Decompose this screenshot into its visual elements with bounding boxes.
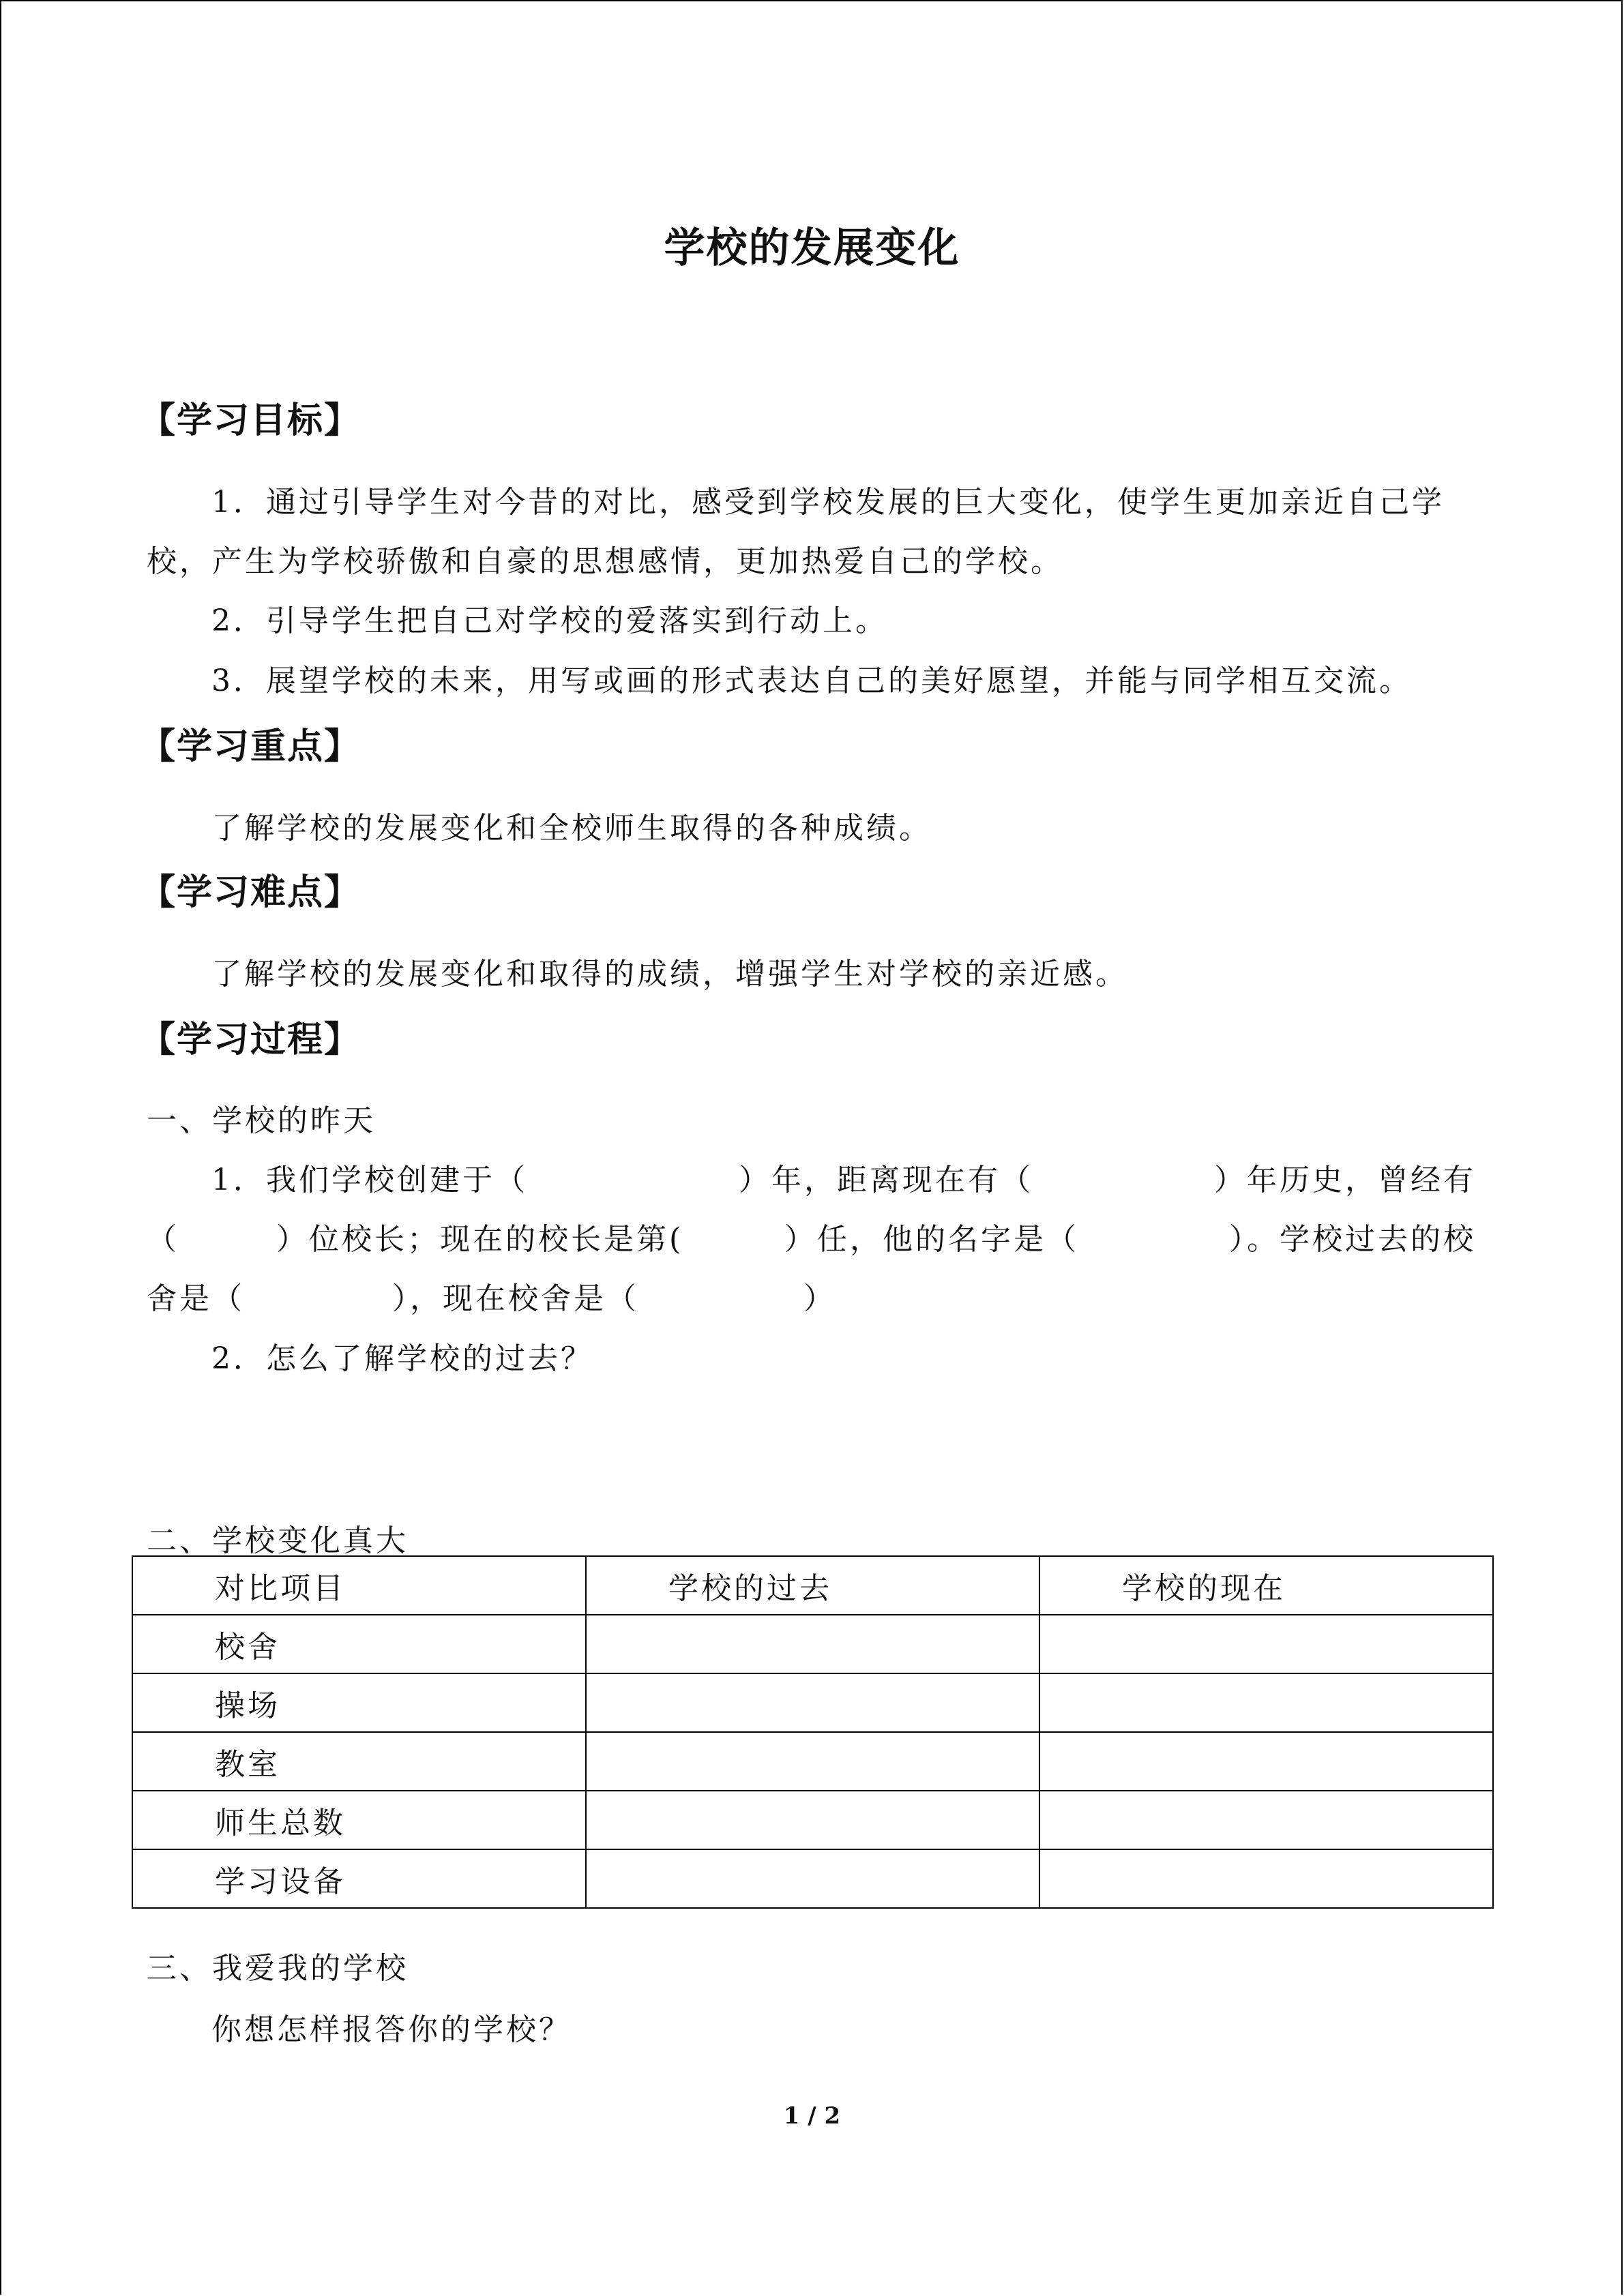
goal-item-1-line-1: 1．通过引导学生对今昔的对比，感受到学校发展的巨大变化，使学生更加亲近自己学: [211, 485, 1445, 520]
table-row-label: 校舍: [132, 1615, 586, 1673]
q1-line2-part-d: ）。学校过去的校: [1229, 1222, 1476, 1257]
table-cell-past[interactable]: [586, 1732, 1039, 1791]
table-row: [132, 1673, 1493, 1732]
table-header-cell: 学校的过去: [586, 1556, 1039, 1615]
table-row-label: 学习设备: [132, 1849, 586, 1908]
table-cell-past[interactable]: [586, 1849, 1039, 1908]
table-cell-present[interactable]: [1039, 1615, 1493, 1673]
q1-line2-part-a: （: [147, 1222, 179, 1257]
q1-line2-part-c: ）任，他的名字是（: [784, 1222, 1079, 1257]
table-cell-present[interactable]: [1039, 1849, 1493, 1908]
section-3-title: 三、我爱我的学校: [147, 1951, 409, 1986]
difficulties-text: 了解学校的发展变化和取得的成绩，增强学生对学校的亲近感。: [211, 957, 1128, 992]
goal-item-3: 3．展望学校的未来，用写或画的形式表达自己的美好愿望，并能与同学相互交流。: [211, 664, 1412, 698]
table-row: [132, 1791, 1493, 1849]
q1-line3-part-b: ），现在校舍是（: [392, 1281, 639, 1316]
heading-key-points: 【学习重点】: [140, 726, 361, 767]
q2-text: 2．怎么了解学校的过去？: [211, 1341, 593, 1376]
page-number: 1 / 2: [783, 2102, 841, 2130]
table-cell-past[interactable]: [586, 1791, 1039, 1849]
page-title: 学校的发展变化: [664, 224, 960, 272]
q1-line1-part-c: ）年历史，曾经有: [1214, 1163, 1476, 1197]
table-header-cell: 对比项目: [132, 1556, 586, 1615]
table-row-label: 操场: [132, 1673, 586, 1732]
table-row: [132, 1615, 1493, 1673]
table-cell-past[interactable]: [586, 1615, 1039, 1673]
section-3-question: 你想怎样报答你的学校？: [211, 2012, 572, 2047]
table-row-label: 师生总数: [132, 1791, 586, 1849]
goal-item-1-line-2: 校，产生为学校骄傲和自豪的思想感情，更加热爱自己的学校。: [147, 544, 1063, 579]
heading-process: 【学习过程】: [140, 1019, 361, 1060]
table-cell-past[interactable]: [586, 1673, 1039, 1732]
heading-difficulties: 【学习难点】: [140, 871, 361, 913]
table-header-row: [132, 1556, 1493, 1615]
table-cell-present[interactable]: [1039, 1791, 1493, 1849]
q1-line1-part-a: 1．我们学校创建于（: [211, 1163, 528, 1197]
comparison-table: [132, 1555, 1494, 1909]
q1-line2-part-b: ）位校长；现在的校长是第(: [276, 1222, 684, 1257]
table-row-label: 教室: [132, 1732, 586, 1791]
heading-goals: 【学习目标】: [140, 400, 361, 441]
table-row: [132, 1732, 1493, 1791]
section-1-title: 一、学校的昨天: [147, 1103, 376, 1138]
table-cell-present[interactable]: [1039, 1673, 1493, 1732]
section-2-title: 二、学校变化真大: [147, 1523, 409, 1558]
table-cell-present[interactable]: [1039, 1732, 1493, 1791]
q1-line1-part-b: ）年，距离现在有（: [739, 1163, 1033, 1197]
goal-item-2: 2．引导学生把自己对学校的爱落实到行动上。: [211, 603, 888, 638]
table-header-cell: 学校的现在: [1039, 1556, 1493, 1615]
q1-line3-part-c: ）: [803, 1281, 836, 1316]
table-row: [132, 1849, 1493, 1908]
key-points-text: 了解学校的发展变化和全校师生取得的各种成绩。: [211, 811, 932, 846]
q1-line3-part-a: 舍是（: [147, 1281, 245, 1316]
